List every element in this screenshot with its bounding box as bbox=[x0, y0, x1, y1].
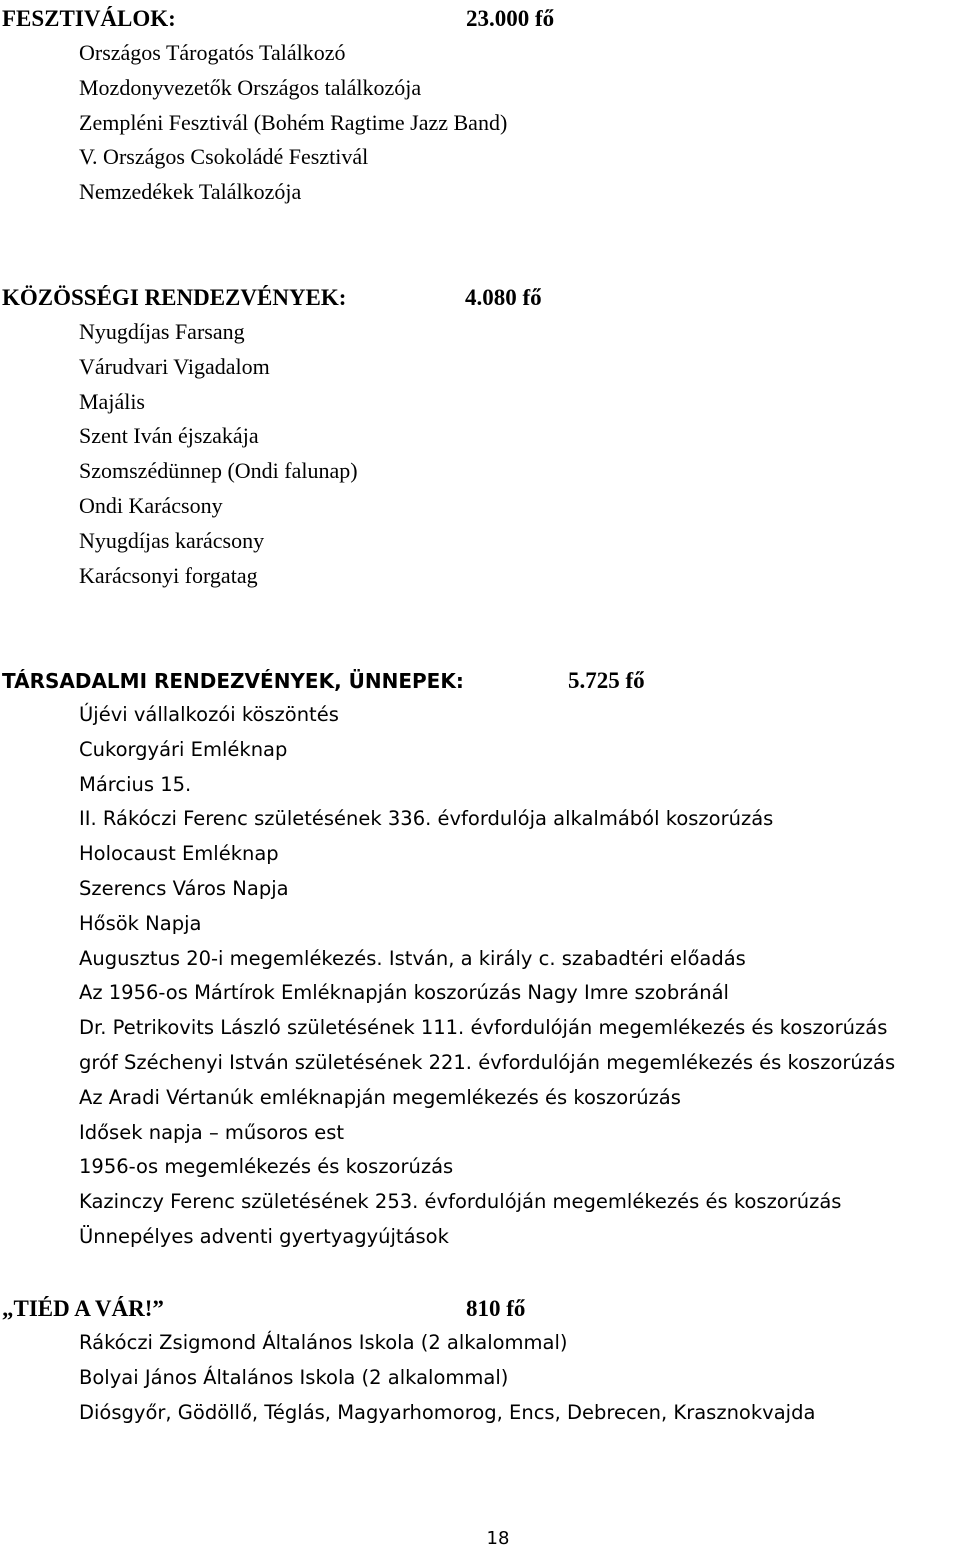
section-title: TÁRSADALMI RENDEZVÉNYEK, ÜNNEPEK: bbox=[2, 669, 464, 693]
list-item: Országos Tárogatós Találkozó bbox=[79, 40, 346, 65]
list-item: Zempléni Fesztivál (Bohém Ragtime Jazz Band) bbox=[79, 109, 508, 135]
section-community-events bbox=[0, 281, 542, 593]
list-item: Újévi vállalkozói köszöntés bbox=[79, 703, 339, 726]
list-item: Ondi Karácsony bbox=[79, 492, 223, 518]
section-social-events bbox=[0, 664, 895, 1255]
section-header bbox=[0, 1292, 815, 1326]
list-item: Szerencs Város Napja bbox=[79, 876, 289, 900]
attendance-count: 5.725 fő bbox=[568, 668, 645, 693]
list-item: Várudvari Vigadalom bbox=[79, 353, 270, 379]
list-item: Diósgyőr, Gödöllő, Téglás, Magyarhomorog, Encs, Debrecen, Krasznokvajda bbox=[79, 1400, 816, 1424]
list-item: Cukorgyári Emléknap bbox=[79, 737, 288, 761]
attendance-count: 810 fő bbox=[466, 1296, 526, 1321]
list-item: Augusztus 20-i megemlékezés. István, a király c. szabadtéri előadás bbox=[79, 946, 746, 970]
list-item: Hősök Napja bbox=[79, 911, 202, 935]
section-title: FESZTIVÁLOK: bbox=[2, 6, 176, 31]
section-tied-a-var bbox=[0, 1292, 815, 1430]
attendance-count: 4.080 fő bbox=[465, 285, 542, 310]
list-item: Szomszédünnep (Ondi falunap) bbox=[79, 458, 358, 484]
list-item: Március 15. bbox=[79, 772, 192, 796]
list-item: Kazinczy Ferenc születésének 253. évfordulóján megemlékezés és koszorúzás bbox=[79, 1190, 842, 1214]
section-title: KÖZÖSSÉGI RENDEZVÉNYEK: bbox=[2, 285, 347, 310]
event-list bbox=[0, 1326, 815, 1430]
list-item: Bolyai János Általános Iskola (2 alkalommal) bbox=[79, 1365, 509, 1389]
section-title: „TIÉD A VÁR!” bbox=[2, 1296, 164, 1321]
page-number: 18 bbox=[486, 1528, 510, 1549]
attendance-count: 23.000 fő bbox=[466, 6, 555, 31]
event-list bbox=[0, 698, 895, 1255]
section-header bbox=[0, 281, 542, 315]
list-item: V. Országos Csokoládé Fesztivál bbox=[79, 144, 369, 170]
list-item: Szent Iván éjszakája bbox=[79, 423, 259, 449]
event-list bbox=[0, 36, 507, 210]
list-item: Nyugdíjas Farsang bbox=[79, 319, 245, 344]
list-item: Rákóczi Zsigmond Általános Iskola (2 alkalommal) bbox=[79, 1331, 568, 1354]
list-item: Ünnepélyes adventi gyertyagyújtások bbox=[79, 1224, 449, 1248]
list-item: Mozdonyvezetők Országos találkozója bbox=[79, 74, 422, 100]
list-item: gróf Széchenyi István születésének 221. évfordulóján megemlékezés és koszorúzás bbox=[79, 1050, 896, 1074]
list-item: Majális bbox=[79, 388, 145, 414]
list-item: Nemzedékek Találkozója bbox=[79, 179, 302, 205]
list-item: Az 1956-os Mártírok Emléknapján koszorúzás Nagy Imre szobránál bbox=[79, 981, 729, 1005]
event-list bbox=[0, 315, 358, 593]
list-item: II. Rákóczi Ferenc születésének 336. évfordulója alkalmából koszorúzás bbox=[79, 807, 774, 831]
list-item: Nyugdíjas karácsony bbox=[79, 527, 265, 553]
list-item: Az Aradi Vértanúk emléknapján megemlékezés és koszorúzás bbox=[79, 1085, 681, 1109]
section-header bbox=[0, 664, 895, 698]
list-item: Dr. Petrikovits László születésének 111. évfordulóján megemlékezés és koszorúzás bbox=[79, 1016, 888, 1040]
section-festivals bbox=[0, 2, 555, 210]
list-item: Karácsonyi forgatag bbox=[79, 562, 258, 588]
list-item: Holocaust Emléknap bbox=[79, 842, 279, 866]
list-item: Idősek napja – műsoros est bbox=[79, 1120, 345, 1144]
list-item: 1956-os megemlékezés és koszorúzás bbox=[79, 1155, 454, 1179]
section-header bbox=[0, 2, 555, 36]
